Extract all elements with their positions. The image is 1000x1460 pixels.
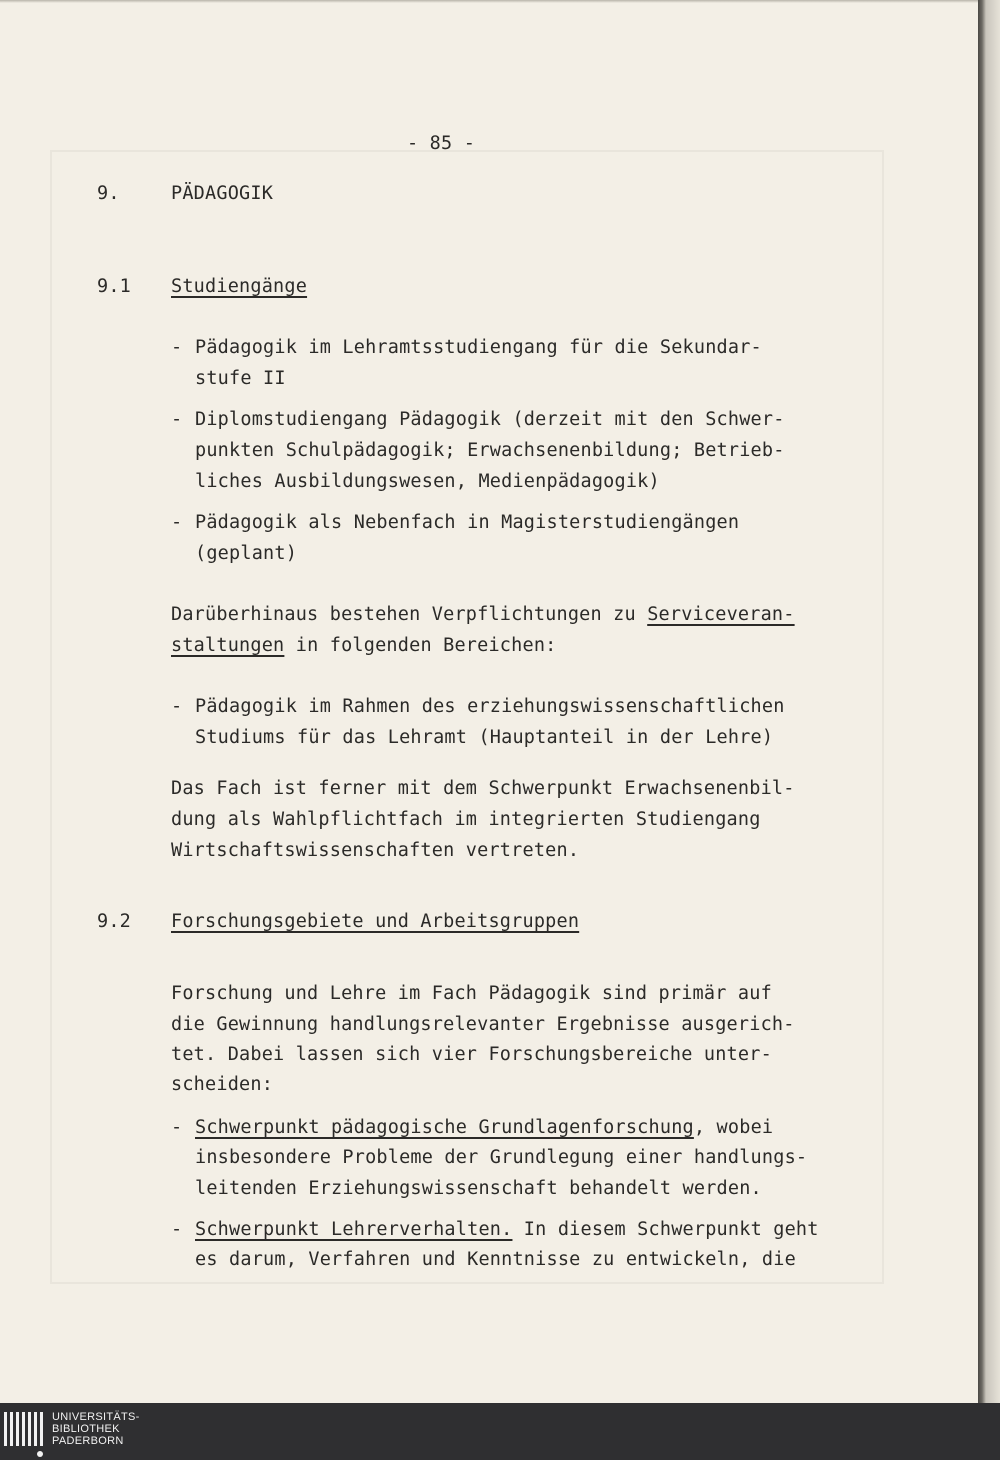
logo-line: UNIVERSITÄTS- <box>52 1411 140 1423</box>
bullet-dash: - <box>171 409 183 430</box>
chapter-title: PÄDAGOGIK <box>171 183 274 204</box>
section-heading: Studiengänge <box>171 276 308 297</box>
paragraph-text: in folgenden Bereichen: <box>284 635 557 656</box>
bullet-line: Pädagogik im Lehramtsstudiengang für die Sekundar- <box>195 337 762 358</box>
library-logo-icon <box>4 1412 44 1452</box>
bullet-line: (geplant) <box>195 543 298 564</box>
bullet-text: , wobei <box>693 1117 774 1138</box>
section-number: 9.1 <box>97 276 132 297</box>
bullet-line: insbesondere Probleme der Grundlegung einer handlungs- <box>195 1147 808 1168</box>
bullet-line <box>195 1118 773 1138</box>
paragraph-line: Forschung und Lehre im Fach Pädagogik sind primär auf <box>171 983 772 1004</box>
bullet-dash: - <box>171 1219 183 1240</box>
paragraph-line: die Gewinnung handlungsrelevanter Ergebnisse ausgerich- <box>171 1014 795 1035</box>
bullet-dash: - <box>171 696 183 717</box>
bullet-line: Pädagogik als Nebenfach in Magisterstudiengängen <box>195 512 740 533</box>
chapter-number: 9. <box>97 183 120 204</box>
bullet-line: Diplomstudiengang Pädagogik (derzeit mit den Schwer- <box>195 409 785 430</box>
paragraph-line: Das Fach ist ferner mit dem Schwerpunkt Erwachsenenbil- <box>171 778 795 799</box>
page-binding-edge <box>978 0 1000 1403</box>
bullet-line <box>195 1220 819 1240</box>
section-heading: Forschungsgebiete und Arbeitsgruppen <box>171 911 580 932</box>
underlined-term: Schwerpunkt pädagogische Grundlagenforschung <box>195 1117 694 1138</box>
bullet-line: es darum, Verfahren und Kenntnisse zu entwickeln, die <box>195 1249 796 1270</box>
underlined-term: Serviceveran- <box>647 604 795 625</box>
page-number: - 85 - <box>407 133 476 154</box>
paragraph-text: Darüberhinaus bestehen Verpflichtungen zu <box>171 604 648 625</box>
section-number: 9.2 <box>97 911 132 932</box>
page-top-edge <box>0 0 978 3</box>
bullet-line: Pädagogik im Rahmen des erziehungswissenschaftlichen <box>195 696 785 717</box>
bullet-dash: - <box>171 512 183 533</box>
bullet-line: liches Ausbildungswesen, Medienpädagogik) <box>195 471 660 492</box>
bullet-dash: - <box>171 337 183 358</box>
underlined-term: staltungen <box>171 635 285 656</box>
bullet-line: punkten Schulpädagogik; Erwachsenenbildung; Betrieb- <box>195 440 785 461</box>
library-logo-dot <box>37 1451 43 1457</box>
logo-line: PADERBORN <box>52 1435 124 1447</box>
paragraph-line: scheiden: <box>171 1074 274 1095</box>
bleed-through-frame <box>50 150 884 1284</box>
bullet-line: Studiums für das Lehramt (Hauptanteil in der Lehre) <box>195 727 774 748</box>
logo-line: BIBLIOTHEK <box>52 1423 120 1435</box>
bullet-line: stufe II <box>195 368 286 389</box>
underlined-term: Schwerpunkt Lehrerverhalten. <box>195 1219 513 1240</box>
paragraph-line: Wirtschaftswissenschaften vertreten. <box>171 840 580 861</box>
bullet-text: In diesem Schwerpunkt geht <box>512 1219 819 1240</box>
bullet-dash: - <box>171 1117 183 1138</box>
paragraph-line: tet. Dabei lassen sich vier Forschungsbereiche unter- <box>171 1044 772 1065</box>
paragraph-line: dung als Wahlpflichtfach im integrierten Studiengang <box>171 809 761 830</box>
library-footer <box>0 1403 1000 1460</box>
paragraph-line <box>171 636 557 656</box>
paragraph-line <box>171 605 795 625</box>
bullet-line: leitenden Erziehungswissenschaft behandelt werden. <box>195 1178 762 1199</box>
library-logo-text <box>52 1411 140 1447</box>
